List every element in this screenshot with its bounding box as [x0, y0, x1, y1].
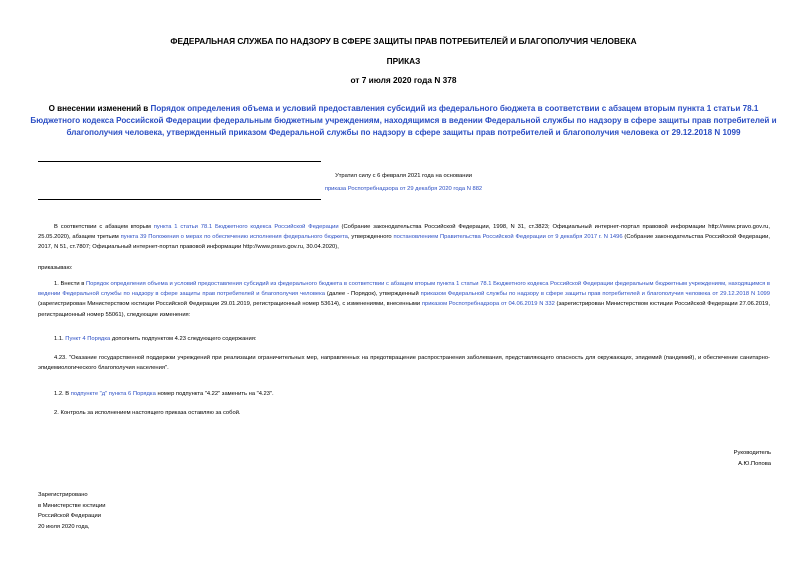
quote-paragraph: 4.23. "Оказание государственной поддержки учреждений при реализации ограничительных мер, направленных на предотвращение распространения заболевания, представляющего опасность для окружающих, эпидемий (пандемий), и обеспечение санитарно-эпидемиологического благополучия населения". [38, 355, 770, 372]
doc-type: ПРИКАЗ [386, 56, 421, 66]
order-1099-link[interactable]: приказом Федеральной службы по надзору в сфере защиты прав потребителей и благополучия человека от 29.12.2018 N 1099 [420, 291, 771, 298]
subpoint-d-link[interactable]: подпункте "д" пункта 6 Порядка [70, 391, 156, 397]
subject-link[interactable]: Порядок определения объема и условий предоставления субсидий из федерального бюджета в соответствии с абзацем вторым пункта 1 статьи 78.1 Бюджетного кодекса Российской Федерации федеральным бюджетным учреждениям, находящимся в ведении Федеральной службы по надзору в сфере защиты прав потребителей и благополучия человека, утвержденный приказом Федеральной службы по надзору в сфере защиты прав потребителей и благополучия человека от 29.12.2018 N 1099 [30, 104, 777, 138]
preamble-paragraph [38, 222, 770, 253]
date-number: от 7 июля 2020 года N 378 [350, 75, 457, 85]
signature-name: А.Ю.Попова [738, 460, 771, 467]
preamble-text-1: В соответствии с абзацем вторым [54, 224, 154, 230]
registration-line-3: Российской Федерации [38, 513, 102, 519]
item-2-paragraph: 2. Контроль за исполнением настоящего приказа оставляю за собой. [54, 410, 241, 416]
item1-text-3: (зарегистрирован Министерством юстиции Российской Федерации 29.01.2019, регистрационный номер 53614), с изменениями, внесенными [38, 301, 422, 308]
registration-block [38, 490, 105, 532]
procedure-link[interactable]: Порядок определения объема и условий предоставления субсидий из федерального бюджета в соответствии с абзацем вторым пункта 1 статьи 78.1 Бюджетного кодекса Российской Федерации федеральным бюджетным учреждениям, находящимся в ведении Федеральной службы по надзору в сфере защиты прав потребителей и благополучия человека [38, 281, 770, 298]
item1-text-2: (далее - Порядок), утвержденный [324, 291, 421, 298]
agency-title: ФЕДЕРАЛЬНАЯ СЛУЖБА ПО НАДЗОРУ В СФЕРЕ ЗАЩИТЫ ПРАВ ПОТРЕБИТЕЛЕЙ И БЛАГОПОЛУЧИЯ ЧЕЛОВЕКА [170, 36, 637, 46]
divider-top [38, 161, 321, 162]
item1-1-text: дополнить подпунктом 4.23 следующего содержания: [110, 336, 257, 342]
item1-2-text-2: номер подпункта "4.22" заменить на "4.23". [155, 391, 274, 397]
item1-2-text-1: 1.2. В [54, 391, 71, 397]
item-1-2-paragraph [38, 389, 770, 399]
item1-text-4: (зарегистрирован Министерством юстиции Российской Федерации 27.06.2019, регистрационный номер 55061), следующие изменения: [38, 301, 770, 318]
divider-bottom [38, 199, 321, 200]
status-note-link[interactable]: приказа Роспотребнадзора от 29 декабря 2020 года N 882 [324, 186, 483, 192]
registration-line-2: в Министерстве юстиции [38, 502, 106, 509]
item-1-1-paragraph [38, 334, 770, 344]
signature-block [734, 448, 771, 469]
signature-title: Руководитель [733, 450, 771, 456]
preamble-text-3: , утвержденного [347, 234, 394, 241]
preamble-text-4: (Собрание законодательства Российской Федерации, 2017, N 51, ст.7807; Официальный интернет-портал правовой информации http://www.pravo.gov.ru, 30.04.2020), [38, 234, 770, 251]
subject-heading [30, 103, 777, 140]
budget-code-link[interactable]: пункта 1 статьи 78.1 Бюджетного кодекса Российской Федерации [153, 224, 339, 230]
order-word: приказываю: [38, 265, 73, 271]
registration-line-1: Зарегистрировано [38, 492, 88, 498]
item-1-paragraph [38, 279, 770, 320]
registration-line-4: 20 июля 2020 года, [38, 523, 90, 530]
government-decree-link[interactable]: постановлением Правительства Российской Федерации от 9 декабря 2017 г. N 1496 [393, 234, 623, 241]
subject-prefix: О внесении изменений в [48, 104, 151, 113]
status-note-line1: Утратил силу с 6 февраля 2021 года на основании [335, 173, 472, 179]
preamble-text-2: (Собрание законодательства Российской Федерации, 1998, N 31, ст.3823; Официальный интернет-портал правовой информации http://www.pravo.gov.ru, 25.05.2020), абзацем третьим [38, 224, 770, 241]
item1-1-number: 1.1. [54, 336, 66, 342]
order-332-link[interactable]: приказом Роспотребнадзора от 04.06.2019 N 332 [421, 301, 555, 308]
budget-regulation-link[interactable]: пункта 39 Положения о мерах по обеспечению исполнения федерального бюджета [120, 234, 348, 241]
point-4-link[interactable]: Пункт 4 Порядка [65, 336, 111, 342]
item1-text-1: 1. Внести в [54, 281, 86, 287]
